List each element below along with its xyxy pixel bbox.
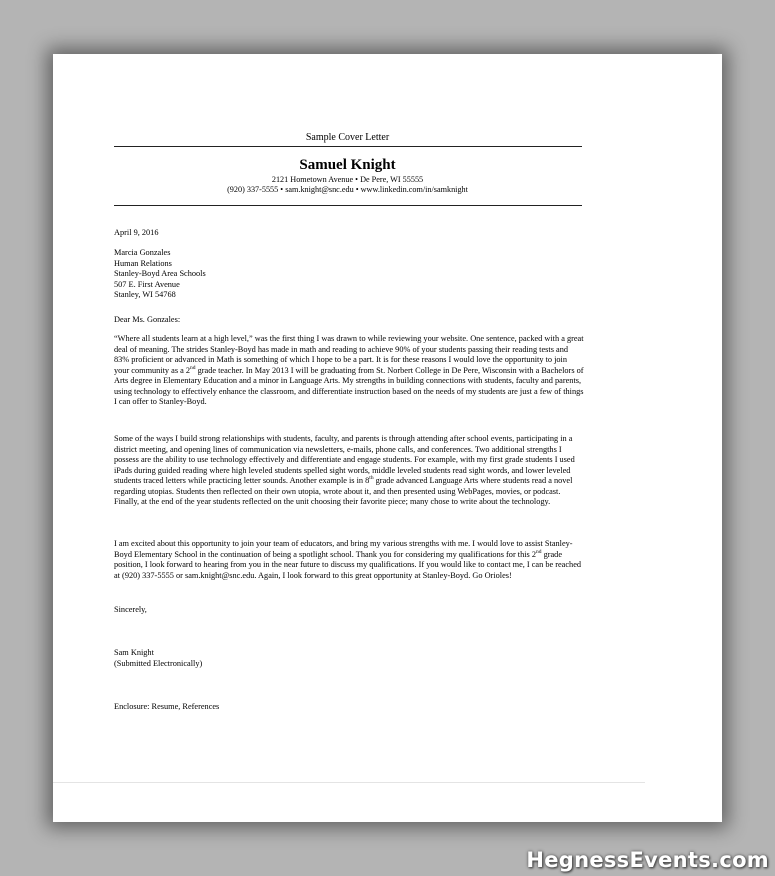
applicant-address: 2121 Hometown Avenue • De Pere, WI 55555 — [271, 175, 424, 184]
paragraph-text: “Where all students learn at a high level,” was the first thing I was drawn to while reviewing your website. One sentence, packed with a great deal of meaning. The strides Stanley-Boyd has made in math and reading to achieve 90% of your students passing their reading tests and 83% proficient or advanced in Math is something of which I hope to be a part. It is for these reasons I would love the opportunity to join your community as a 2 — [114, 334, 584, 375]
paragraph-text: grade position, I look forward to hearing from you in the near future to discuss my qualifications. If you would like to contact me, I can be reached at (920) 337-5555 or sam.knight@snc.edu. Again, I look forward to this great opportunity at Stanley-Boyd. Go Orioles! — [114, 549, 582, 580]
recipient-block — [114, 248, 584, 301]
closing: Sincerely, — [114, 605, 147, 614]
recipient-line: Stanley-Boyd Area Schools — [114, 269, 206, 278]
ordinal-suffix: nd — [536, 548, 542, 555]
paragraph-text: I am excited about this opportunity to join your team of educators, and bring my various strengths with me. I would love to assist Stanley-Boyd Elementary School in the continuation of being a spotlight school. Thank you for considering my qualifications for this 2 — [114, 539, 573, 559]
recipient-line: Human Relations — [114, 258, 172, 268]
paragraph-text: Some of the ways I build strong relationships with students, faculty, and parents is through attending after school events, participating in a district meeting, and opening lines of communication via newsletters, e-mails, phone calls, and conferences. Two additional strengths I possess are the ability to use technology effectively and differentiate and engage students. For example, with my first grade students I used iPads during guided reading where high leveled students spelled sight words, middle leveled students read sight words, and lower leveled students traced letters while practicing letter sounds. Another example is in 8 — [114, 434, 575, 485]
recipient-line: Marcia Gonzales — [114, 248, 171, 257]
site-watermark: HegnessEvents.com — [526, 848, 769, 872]
body-paragraph-2 — [114, 434, 584, 508]
ordinal-suffix: nd — [190, 364, 196, 371]
page-footer-rule — [53, 782, 645, 783]
recipient-line: 507 E. First Avenue — [114, 279, 180, 289]
paragraph-text: grade advanced Language Arts where students read a novel regarding utopias. Students then reflected on their own utopia, wrote about it, and then presented using WebPages, movies, or podcast. Finally, at the end of the year students reflected on the unit choosing their favorite piece; many chose to write about the technology. — [114, 476, 573, 506]
ordinal-suffix: th — [369, 475, 374, 482]
applicant-contact: (920) 337-5555 • sam.knight@snc.edu • www.linkedin.com/in/samknight — [227, 185, 468, 194]
header-bottom-rule — [114, 205, 582, 206]
document-page — [53, 54, 722, 822]
paragraph-text: grade teacher. In May 2013 I will be graduating from St. Norbert College in De Pere, Wisconsin with a Bachelors of Arts degree in Elementary Education and a minor in Language Arts. My strengths in building connections with students, faculty and parents, using technology to effectively enhance the classroom, and differentiate instruction based on the needs of my students are just a few of things I can offer to Stanley-Boyd. — [114, 365, 584, 406]
signature-block — [114, 648, 584, 669]
document-title: Sample Cover Letter — [305, 132, 390, 143]
letter-date: April 9, 2016 — [114, 228, 159, 237]
recipient-line: Stanley, WI 54768 — [114, 290, 176, 299]
enclosure-line: Enclosure: Resume, References — [114, 702, 220, 711]
applicant-name: Samuel Knight — [299, 157, 396, 173]
salutation: Dear Ms. Gonzales: — [114, 315, 181, 324]
signature-note: (Submitted Electronically) — [114, 658, 203, 668]
body-paragraph-3 — [114, 539, 584, 581]
signature-name: Sam Knight — [114, 648, 154, 657]
header-top-rule — [114, 146, 582, 147]
body-paragraph-1 — [114, 334, 584, 408]
